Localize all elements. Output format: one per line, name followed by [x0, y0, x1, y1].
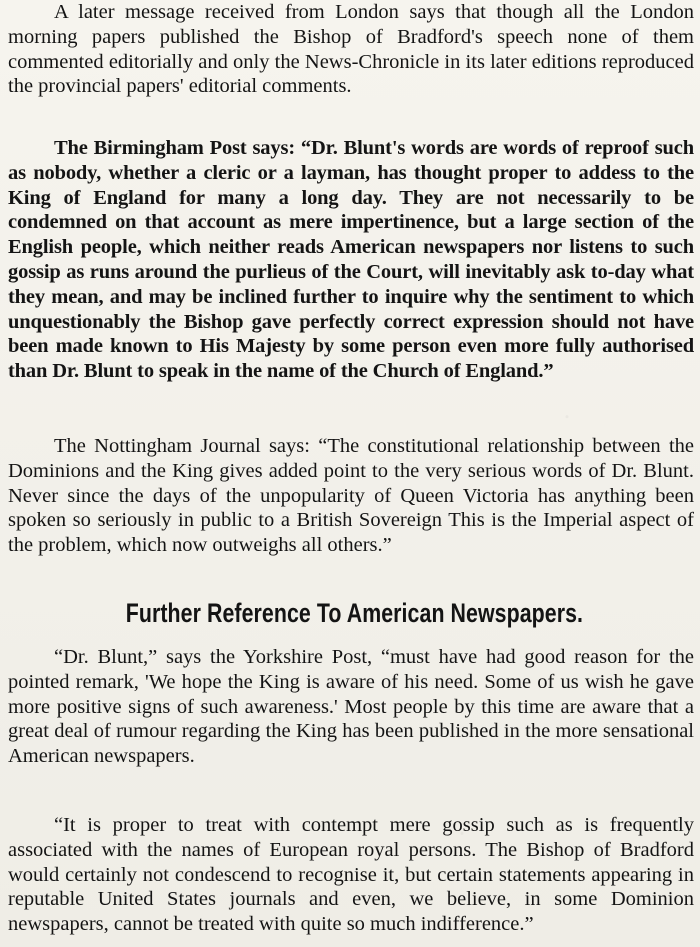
- yorkshire-post-paragraph: “Dr. Blunt,” says the Yorkshire Post, “must have had good reason for the pointed remark, 'We hope the King is aware of his need. Some of us wish he gave more positive signs of such awareness.' Most people by this time are aware that a great deal of rumour regarding the King has been published in the more sensational American newspapers.: [8, 646, 694, 768]
- section-headline: Further Reference To American Newspapers.: [125, 598, 584, 628]
- london-message-paragraph: A later message received from London says that though all the London morning papers published the Bishop of Bradford's speech none of them commented editorially and only the News-Chronicle in its later editions reproduced the provincial papers' editorial comments.: [8, 1, 694, 98]
- gossip-paragraph: “It is proper to treat with contempt mere gossip such as is frequently associated with the names of European royal persons. The Bishop of Bradford would certainly not condescend to recognise it, but certain statements appearing in reputable United States journals and even, we believe, in some Dominion newspapers, cannot be treated with quite so much indifference.”: [8, 814, 694, 936]
- birmingham-post-paragraph: The Birmingham Post says: “Dr. Blunt's words are words of reproof such as nobody, whether a cleric or a layman, has thought proper to addess to the King of England for many a long day. They are not necessarily to be condemned on that account as mere impertinence, but a large section of the English people, which neither reads American newspapers nor listens to such gossip as runs around the purlieus of the Court, will inevitably ask to-day what they mean, and may be inclined further to inquire why the sentiment to which unquestionably the Bishop gave perfectly correct expression should not have been made known to His Majesty by some person even more fully authorised than Dr. Blunt to speak in the name of the Church of England.”: [8, 137, 694, 383]
- nottingham-journal-paragraph: The Nottingham Journal says: “The constitutional relationship between the Dominions and the King gives added point to the very serious words of Dr. Blunt. Never since the days of the unpopularity of Queen Victoria has anything been spoken so seriously in public to a British Sovereign This is the Imperial aspect of the problem, which now outweighs all others.”: [8, 435, 694, 557]
